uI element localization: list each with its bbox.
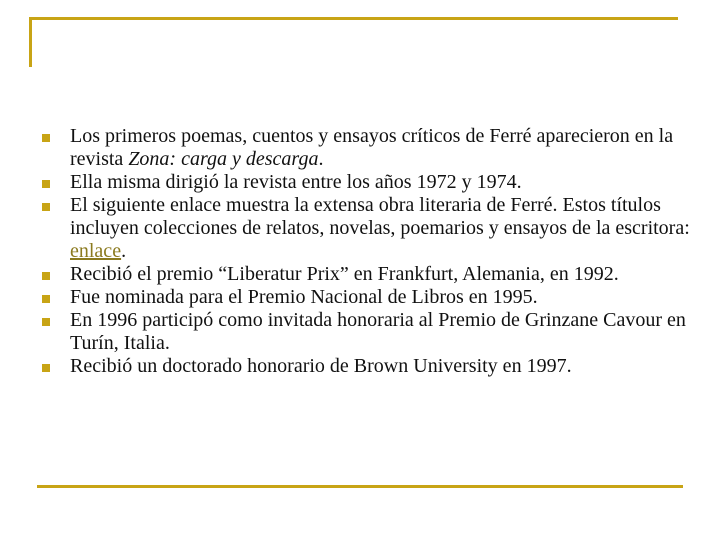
enlace-link[interactable]: enlace [70,240,122,262]
square-bullet-icon [42,134,50,142]
square-bullet-icon [42,203,50,211]
frame-bottom-rule [37,485,683,488]
item-text: Ella misma dirigió la revista entre los años 1972 y 1974. [70,171,522,193]
frame-left-rule [29,17,32,67]
bullet-item-4 [40,263,690,286]
bullet-item-5 [40,286,690,309]
square-bullet-icon [42,318,50,326]
bullet-list [40,125,690,378]
square-bullet-icon [42,364,50,372]
item-text: El siguiente enlace muestra la extensa obra literaria de Ferré. Estos títulos incluyen colecciones de relatos, novelas, poemarios y ensayos de la escritora: enlace. [70,194,690,262]
frame-top-rule [29,17,678,20]
bullet-item-6 [40,309,690,355]
bullet-item-1 [40,125,690,171]
bullet-item-2 [40,171,690,194]
item-text: Los primeros poemas, cuentos y ensayos críticos de Ferré aparecieron en la revista Zona: carga y descarga. [70,125,674,170]
magazine-title: Zona: carga y descarga [128,148,319,170]
bullet-item-7 [40,355,690,378]
square-bullet-icon [42,180,50,188]
item-text: Recibió el premio “Liberatur Prix” en Frankfurt, Alemania, en 1992. [70,263,619,285]
item-text: En 1996 participó como invitada honoraria al Premio de Grinzane Cavour en Turín, Italia. [70,309,686,354]
square-bullet-icon [42,295,50,303]
bullet-item-3 [40,194,690,263]
square-bullet-icon [42,272,50,280]
item-text: Recibió un doctorado honorario de Brown University en 1997. [70,355,572,377]
item-text: Fue nominada para el Premio Nacional de Libros en 1995. [70,286,538,308]
